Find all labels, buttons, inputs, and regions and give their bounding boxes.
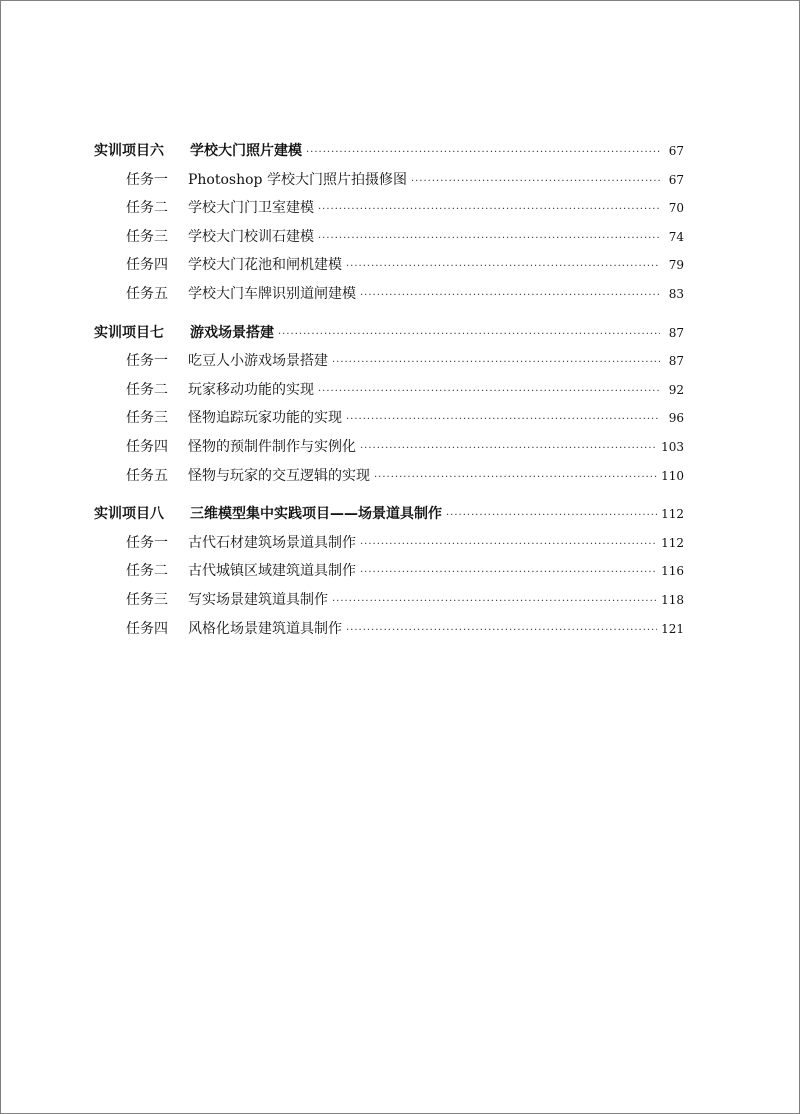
task-number: 任务一 <box>126 534 168 551</box>
toc-task[interactable] <box>94 166 684 195</box>
page-number: 121 <box>661 621 684 636</box>
toc-chapter[interactable] <box>94 137 684 166</box>
task-number: 任务四 <box>126 438 168 455</box>
toc-chapter[interactable] <box>94 500 684 529</box>
dot-leader <box>360 531 657 560</box>
page-number: 112 <box>661 507 684 522</box>
chapter-number: 实训项目八 <box>94 506 164 523</box>
toc-task[interactable] <box>94 615 684 644</box>
toc-task[interactable] <box>94 376 684 405</box>
dot-leader <box>446 502 657 531</box>
page-number: 92 <box>668 382 684 397</box>
task-title: Photoshop 学校大门照片拍摄修图 <box>188 171 407 188</box>
page-number: 96 <box>668 411 684 426</box>
task-number: 任务五 <box>126 285 168 302</box>
dot-leader <box>318 196 660 225</box>
chapter-title: 游戏场景搭建 <box>190 324 274 341</box>
dot-leader <box>374 464 657 493</box>
toc-task[interactable] <box>94 280 684 309</box>
task-number: 任务三 <box>126 410 168 427</box>
task-title: 古代石材建筑场景道具制作 <box>188 534 356 551</box>
dot-leader <box>306 139 660 168</box>
dot-leader <box>346 617 657 646</box>
task-title: 写实场景建筑道具制作 <box>188 591 328 608</box>
task-title: 怪物与玩家的交互逻辑的实现 <box>188 467 370 484</box>
page-number: 83 <box>668 286 684 301</box>
task-title: 学校大门校训石建模 <box>188 228 314 245</box>
toc-task[interactable] <box>94 347 684 376</box>
task-title: 学校大门门卫室建模 <box>188 200 314 217</box>
dot-leader <box>346 406 660 435</box>
chapter-number: 实训项目七 <box>94 324 164 341</box>
task-title: 学校大门车牌识别道闸建模 <box>188 285 356 302</box>
toc-task[interactable] <box>94 251 684 280</box>
toc-task[interactable] <box>94 223 684 252</box>
task-number: 任务二 <box>126 563 168 580</box>
dot-leader <box>360 559 657 588</box>
dot-leader <box>346 253 660 282</box>
page-number: 67 <box>668 172 684 187</box>
toc-task[interactable] <box>94 557 684 586</box>
toc-task[interactable] <box>94 404 684 433</box>
dot-leader <box>360 435 657 464</box>
page-number: 67 <box>668 144 684 158</box>
task-number: 任务二 <box>126 200 168 217</box>
dot-leader <box>278 321 660 350</box>
page-number: 87 <box>668 354 684 369</box>
task-title: 玩家移动功能的实现 <box>188 381 314 398</box>
task-title: 怪物追踪玩家功能的实现 <box>188 410 342 427</box>
chapter-title: 学校大门照片建模 <box>190 143 302 159</box>
dot-leader <box>318 378 660 407</box>
page-number: 116 <box>661 564 684 579</box>
dot-leader <box>332 349 660 378</box>
toc-task[interactable] <box>94 433 684 462</box>
task-number: 任务二 <box>126 381 168 398</box>
task-number: 任务三 <box>126 591 168 608</box>
toc-task[interactable] <box>94 586 684 615</box>
task-number: 任务五 <box>126 467 168 484</box>
page-number: 103 <box>661 439 684 454</box>
table-of-contents <box>94 137 684 653</box>
chapter-number: 实训项目六 <box>94 143 164 159</box>
toc-task[interactable] <box>94 194 684 223</box>
dot-leader <box>360 282 660 311</box>
toc-task[interactable] <box>94 462 684 491</box>
dot-leader <box>332 588 657 617</box>
task-title: 风格化场景建筑道具制作 <box>188 620 342 637</box>
task-number: 任务一 <box>126 171 168 188</box>
page-number: 79 <box>668 258 684 273</box>
task-title: 怪物的预制件制作与实例化 <box>188 438 356 455</box>
page-number: 70 <box>668 201 684 216</box>
page-number: 112 <box>661 535 684 550</box>
page-number: 118 <box>661 592 684 607</box>
task-title: 吃豆人小游戏场景搭建 <box>188 353 328 370</box>
task-number: 任务一 <box>126 353 168 370</box>
page-number: 87 <box>668 325 684 340</box>
toc-section-6 <box>94 137 684 309</box>
dot-leader <box>411 168 660 197</box>
task-title: 学校大门花池和闸机建模 <box>188 257 342 274</box>
dot-leader <box>318 225 660 254</box>
toc-section-7 <box>94 319 684 491</box>
toc-chapter[interactable] <box>94 319 684 348</box>
toc-section-8 <box>94 500 684 643</box>
task-number: 任务四 <box>126 620 168 637</box>
page-number: 74 <box>668 229 684 244</box>
page-number: 110 <box>661 468 684 483</box>
chapter-title: 三维模型集中实践项目——场景道具制作 <box>190 506 442 523</box>
task-number: 任务三 <box>126 228 168 245</box>
task-number: 任务四 <box>126 257 168 274</box>
toc-task[interactable] <box>94 529 684 558</box>
task-title: 古代城镇区域建筑道具制作 <box>188 563 356 580</box>
